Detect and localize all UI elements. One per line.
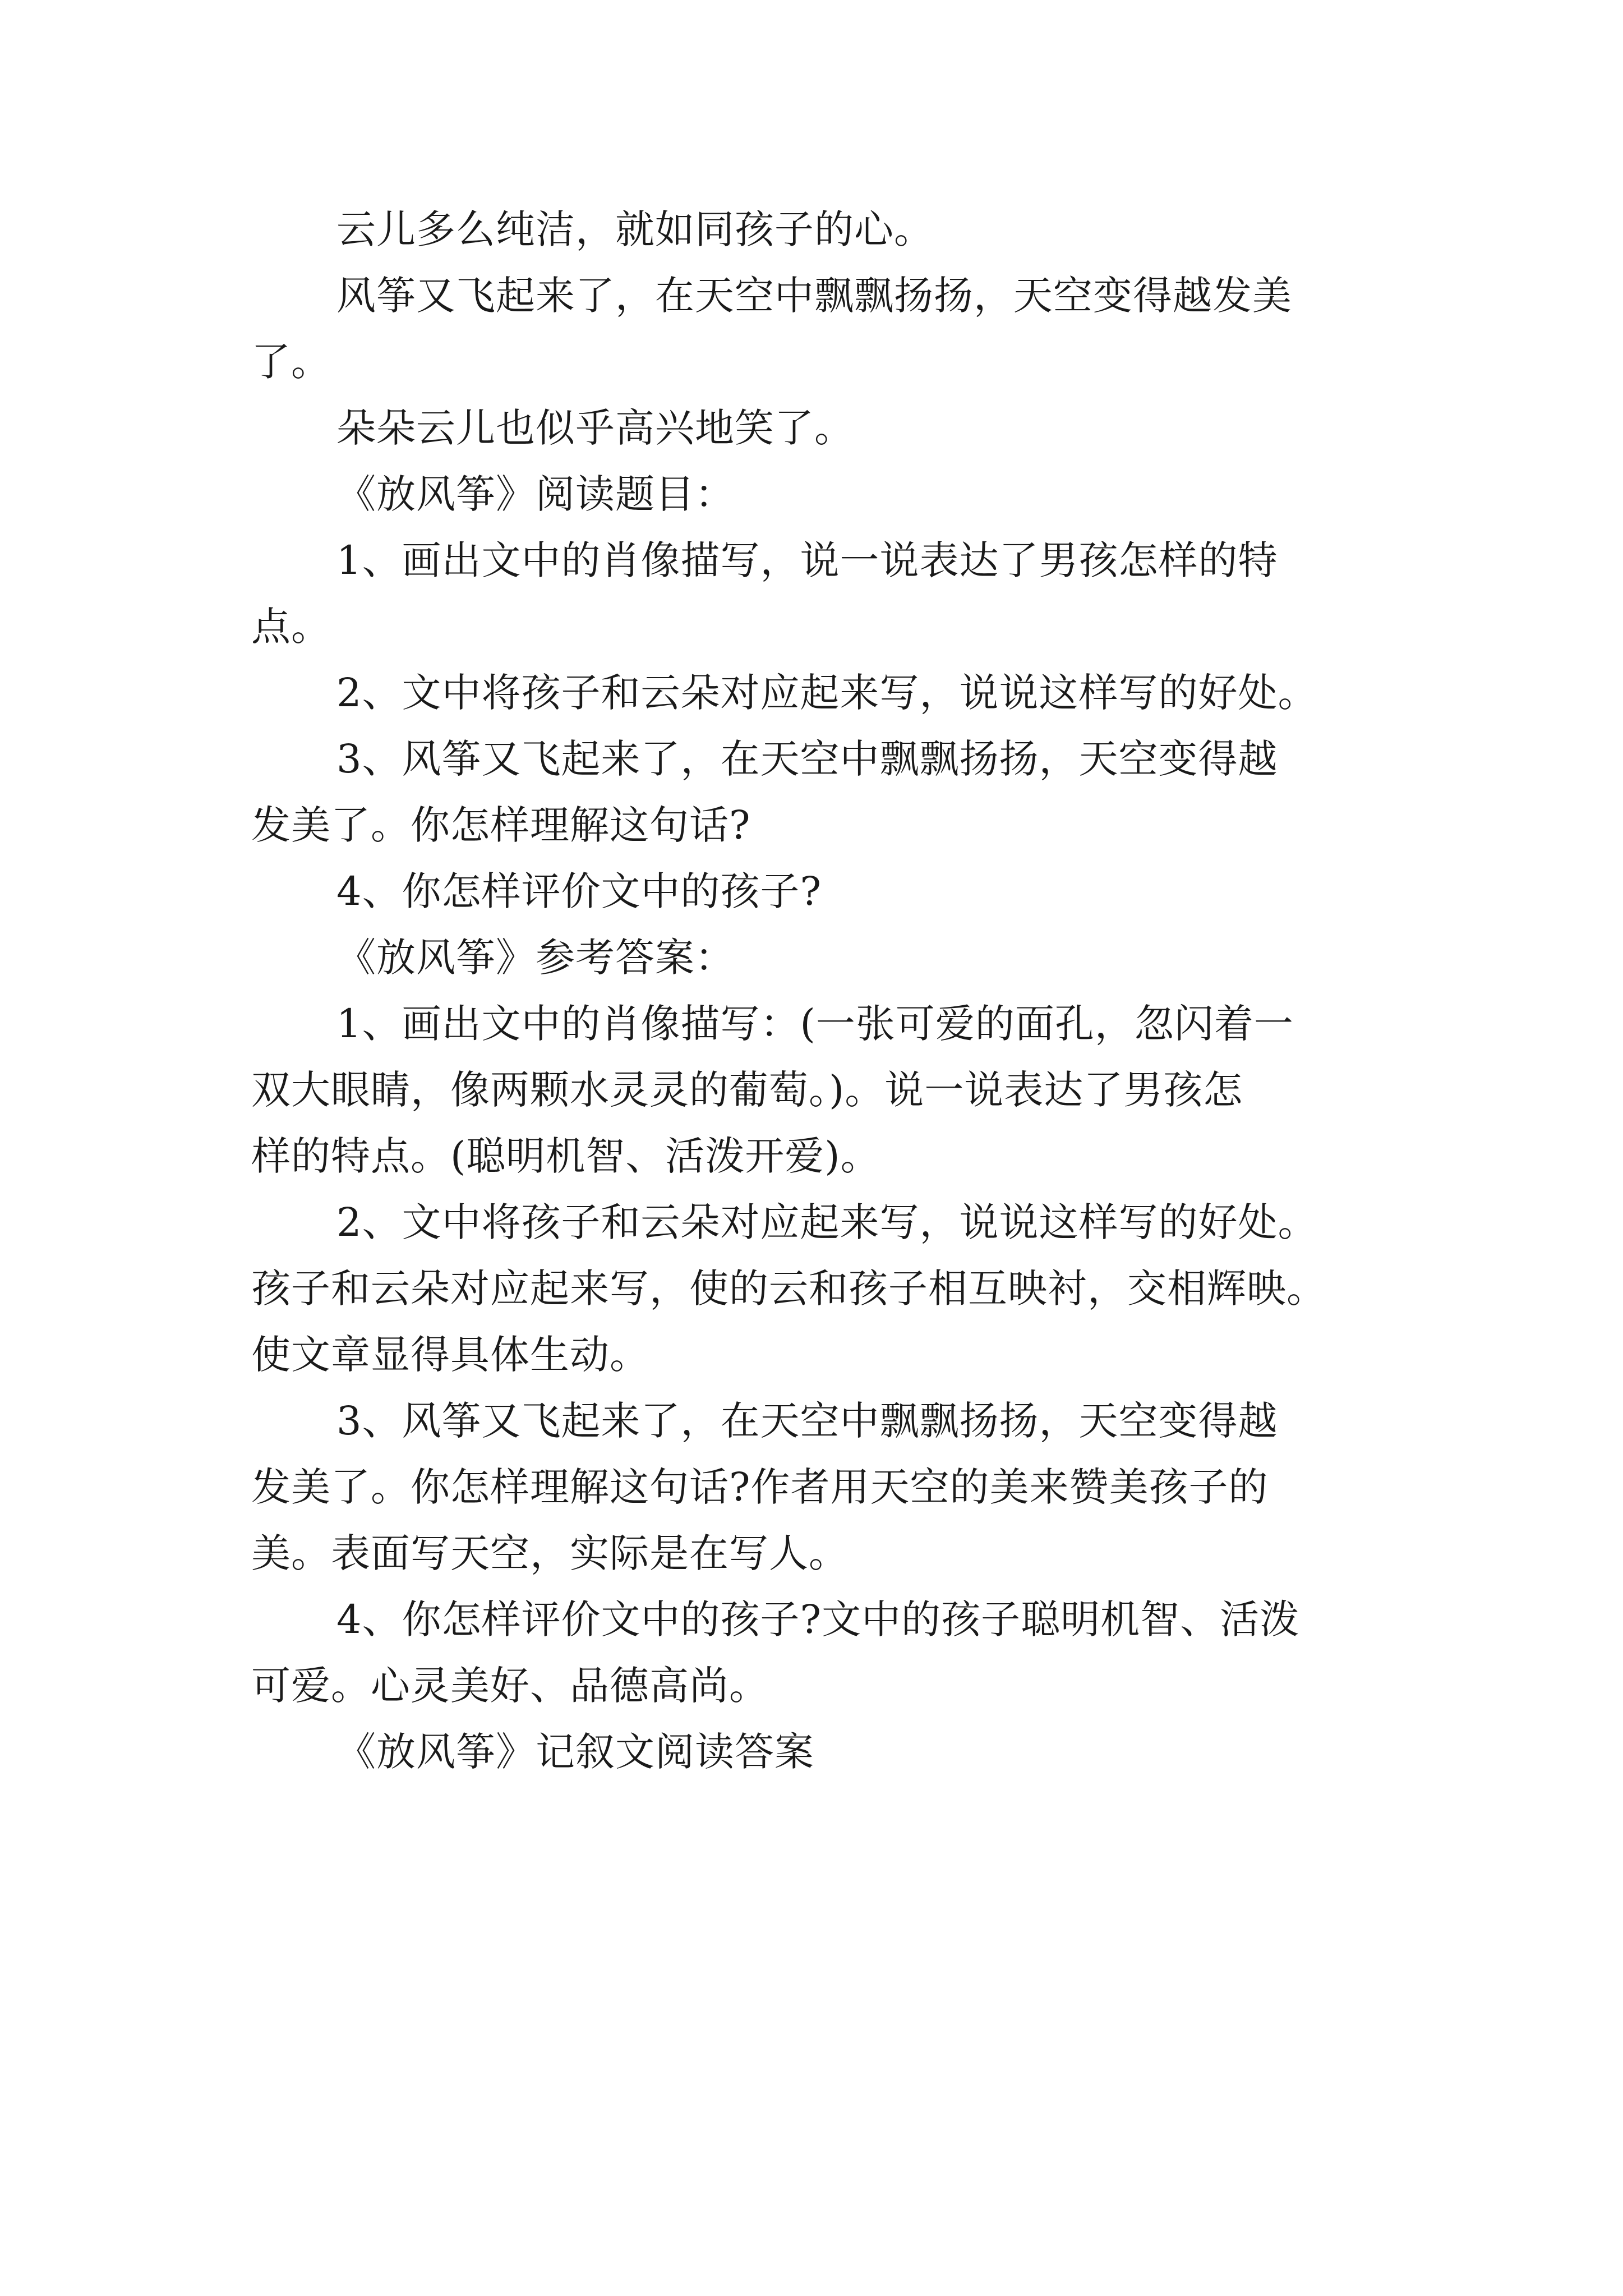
- document-page: [251, 196, 1384, 1785]
- answer-line: 样的特点。(聪明机智、活泼开爱)。: [251, 1133, 880, 1179]
- answer-line: 孩子和云朵对应起来写，使的云和孩子相互映衬，交相辉映。: [251, 1266, 1326, 1312]
- question-line: 3、风筝又飞起来了，在天空中飘飘扬扬，天空变得越: [336, 736, 1278, 782]
- question-line: 4、你怎样评价文中的孩子?: [336, 868, 822, 914]
- answer-line: 2、文中将孩子和云朵对应起来写，说说这样写的好处。: [336, 1199, 1318, 1245]
- text-line: 风筝又飞起来了，在天空中飘飘扬扬，天空变得越发美: [336, 273, 1292, 319]
- section-heading: 《放风筝》参考答案：: [336, 935, 735, 981]
- answer-line: 3、风筝又飞起来了，在天空中飘飘扬扬，天空变得越: [336, 1398, 1278, 1444]
- section-heading: 《放风筝》记叙文阅读答案: [336, 1729, 814, 1775]
- answer-line: 可爱。心灵美好、品德高尚。: [251, 1663, 769, 1709]
- text-line: 云儿多么纯洁，就如同孩子的心。: [336, 206, 934, 252]
- text-line: 了。: [251, 339, 331, 385]
- question-line: 1、画出文中的肖像描写，说一说表达了男孩怎样的特: [336, 537, 1278, 583]
- answer-line: 1、画出文中的肖像描写：(一张可爱的面孔，忽闪着一: [336, 1001, 1294, 1047]
- section-heading: 《放风筝》阅读题目：: [336, 471, 735, 517]
- answer-line: 双大眼睛，像两颗水灵灵的葡萄。)。说一说表达了男孩怎: [251, 1067, 1243, 1113]
- question-line: 2、文中将孩子和云朵对应起来写，说说这样写的好处。: [336, 670, 1318, 716]
- question-line: 发美了。你怎样理解这句话?: [251, 802, 751, 848]
- answer-line: 美。表面写天空，实际是在写人。: [251, 1530, 849, 1576]
- answer-line: 使文章显得具体生动。: [251, 1332, 649, 1378]
- text-line: 朵朵云儿也似乎高兴地笑了。: [336, 405, 854, 451]
- question-line: 点。: [251, 604, 331, 650]
- answer-line: 4、你怎样评价文中的孩子?文中的孩子聪明机智、活泼: [336, 1596, 1300, 1642]
- answer-line: 发美了。你怎样理解这句话?作者用天空的美来赞美孩子的: [251, 1464, 1269, 1510]
